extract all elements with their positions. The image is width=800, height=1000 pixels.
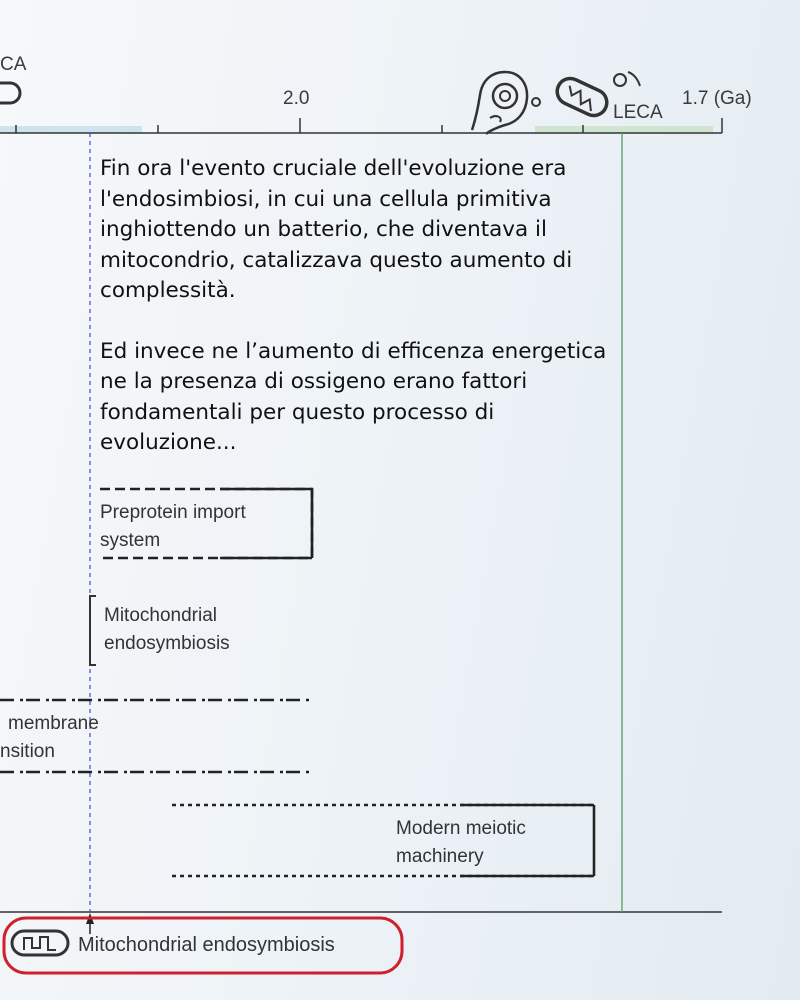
event-label-line: membrane xyxy=(8,713,99,734)
event-preprotein-label xyxy=(100,499,246,555)
unit-label: 1.7 (Ga) xyxy=(682,88,752,109)
event-endosymbiosis-label xyxy=(104,602,230,658)
overlay-paragraph-1: Fin ora l'evento cruciale dell'evoluzione era l'endosimbiosi, in cui una cellula primitiva inghiottendo un batterio, che diventava il mitocondrio, catalizzava questo aumento di complessità. xyxy=(100,156,573,303)
overlay-text-block xyxy=(100,154,620,489)
event-label-line: Modern meiotic xyxy=(396,818,526,839)
event-bracket-endosymbiosis xyxy=(90,596,96,665)
eukaryote-cell-icon xyxy=(472,72,527,134)
top-left-label: CA xyxy=(0,54,27,75)
legend-label: Mitochondrial endosymbiosis xyxy=(78,934,335,956)
leca-label: LECA xyxy=(613,102,663,123)
event-label-line: endosymbiosis xyxy=(104,633,230,654)
event-label-line: machinery xyxy=(396,846,484,867)
top-range-bar-blue xyxy=(0,126,142,133)
legend-mitochondrion-icon xyxy=(12,931,68,955)
small-cell-icon xyxy=(614,72,640,86)
event-meiotic-label xyxy=(396,815,526,871)
event-box-meiotic xyxy=(172,805,594,876)
mitochondrion-fragment-icon xyxy=(0,83,20,103)
top-range-bar-green xyxy=(535,126,713,133)
event-membrane-label xyxy=(0,710,99,766)
event-label-line: Mitochondrial xyxy=(104,605,217,626)
event-label-line: nsition xyxy=(0,741,55,762)
overlay-paragraph-2: Ed invece ne l’aumento di efficenza energetica ne la presenza di ossigeno erano fattori fondamentali per questo processo di evoluzione... xyxy=(100,338,607,455)
event-label-line: Preprotein import xyxy=(100,502,246,523)
vesicle-icon xyxy=(532,98,540,106)
event-label-line: system xyxy=(100,530,161,551)
tick-label-2-0: 2.0 xyxy=(283,88,310,109)
mitochondrion-icon xyxy=(553,74,611,120)
